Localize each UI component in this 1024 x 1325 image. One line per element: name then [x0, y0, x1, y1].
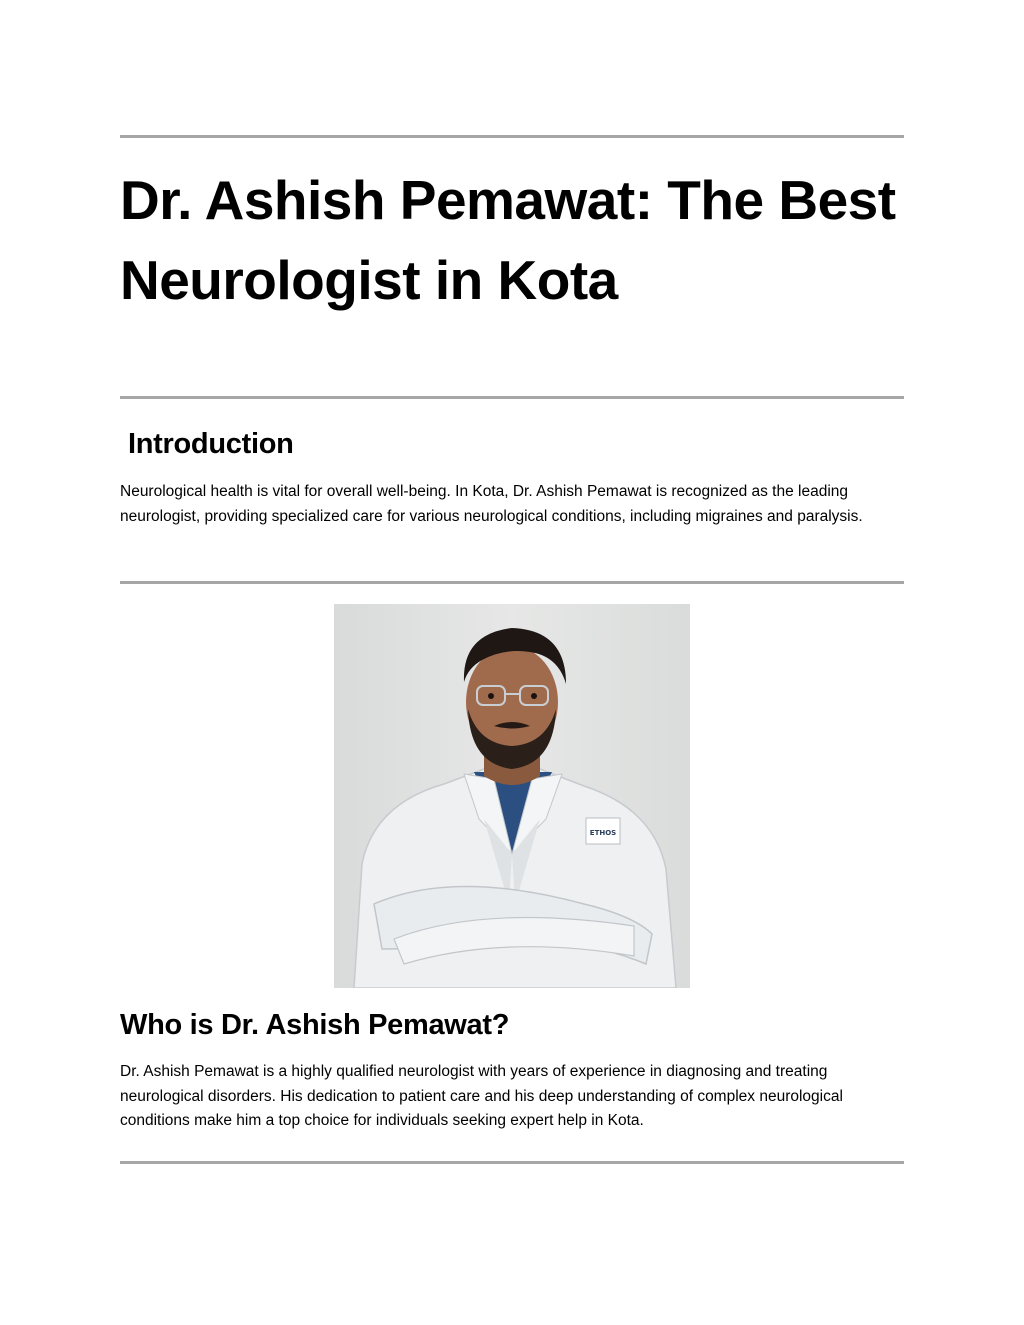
page-title: Dr. Ashish Pemawat: The Best Neurologist in Kota	[120, 169, 896, 311]
doctor-portrait-photo	[334, 604, 690, 988]
portrait-illustration	[334, 604, 690, 988]
top-divider	[120, 135, 904, 138]
intro-paragraph: Neurological health is vital for overall well-being. In Kota, Dr. Ashish Pemawat is recognized as the leading neurologist, providing specialized care for various neurological conditions, including migraines and paralysis.	[120, 483, 863, 525]
intro-heading: Introduction	[128, 428, 294, 460]
intro-divider	[120, 581, 904, 584]
title-divider	[120, 396, 904, 399]
coat-badge-text: ETHOS	[589, 829, 617, 837]
who-paragraph: Dr. Ashish Pemawat is a highly qualified neurologist with years of experience in diagnosing and treating neurological disorders. His dedication to patient care and his deep understanding of complex neurological conditions make him a top choice for individuals seeking expert help in Kota.	[120, 1063, 843, 1129]
bottom-divider	[120, 1161, 904, 1164]
who-heading: Who is Dr. Ashish Pemawat?	[120, 1009, 510, 1041]
